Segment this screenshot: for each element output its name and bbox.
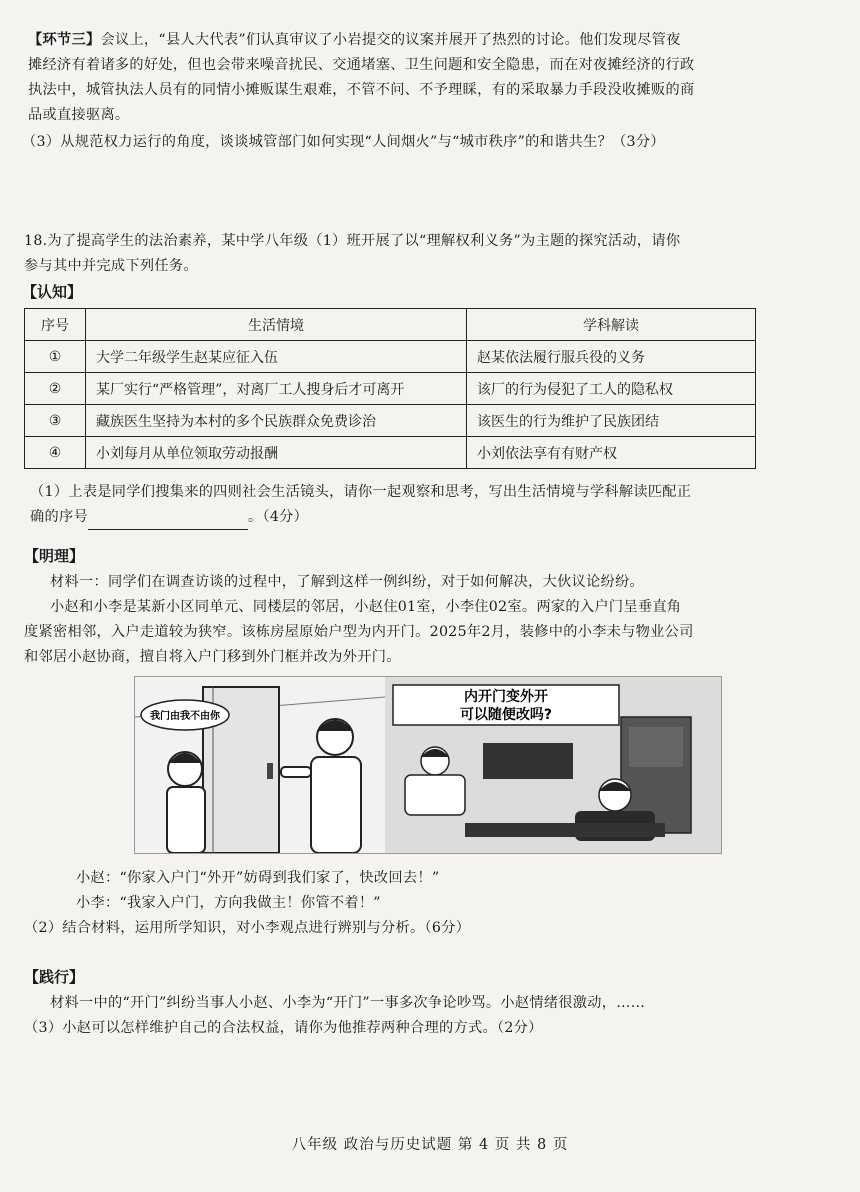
matching-table [24, 308, 756, 469]
practice-question: （3）小赵可以怎样维护自己的合法权益，请你为他推荐两种合理的方式。（2分） [24, 1020, 543, 1036]
section3-text: 会议上，“县人大代表”们认真审议了小岩提交的议案并展开了热烈的讨论。他们发现尽管夜 [100, 32, 681, 48]
table-row [25, 341, 756, 373]
section3-label: 【环节三】 [28, 32, 101, 48]
table-header-row [25, 309, 756, 341]
practice-heading: 【践行】 [24, 968, 85, 986]
answer-blank[interactable] [88, 513, 248, 530]
material1-intro: 材料一：同学们在调查访谈的过程中，了解到这样一例纠纷，对于如何解决，大伙议论纷纷。 [50, 574, 644, 590]
q1-line2 [30, 505, 308, 530]
material1-line3: 和邻居小赵协商，擅自将入户门移到外门框并改为外开门。 [24, 649, 401, 665]
table-row [25, 373, 756, 405]
table-row [25, 437, 756, 469]
q18-intro-line2: 参与其中并完成下列任务。 [24, 258, 198, 274]
cognition-heading: 【认知】 [22, 283, 83, 301]
reasoning-heading: 【明理】 [24, 547, 85, 565]
row-number: ① [25, 341, 86, 373]
q2-question: （2）结合材料，运用所学知识，对小李观点进行辨别与分析。（6分） [24, 920, 471, 936]
q18-intro-line1: 18.为了提高学生的法治素养，某中学八年级（1）班开展了以“理解权利义务”为主题的探究活动，请你 [24, 233, 681, 249]
life-situation: 小刘每月从单位领取劳动报酬 [86, 437, 467, 469]
subject-interpretation: 该医生的行为维护了民族团结 [467, 405, 756, 437]
section3-question: （3）从规范权力运行的角度，谈谈城管部门如何实现“人间烟火”与“城市秩序”的和谐共生？（3分） [22, 134, 665, 150]
section3-line1 [28, 28, 828, 53]
q1-line2-start: 确的序号 [30, 509, 88, 525]
section3-line4: 品或直接驱离。 [28, 107, 130, 123]
row-number: ③ [25, 405, 86, 437]
practice-material: 材料一中的“开门”纠纷当事人小赵、小李为“开门”一事多次争论吵骂。小赵情绪很激动，…… [50, 995, 646, 1011]
material1-line1: 小赵和小李是某新小区同单元、同楼层的邻居，小赵住01室，小李住02室。两家的入户门呈垂直角 [50, 599, 682, 615]
comic-bubble-text: 我门由我不由你 [150, 711, 220, 722]
comic-illustration [135, 677, 721, 853]
q1-line1: （1）上表是同学们搜集来的四则社会生活镜头，请你一起观察和思考，写出生活情境与学科解读匹配正 [30, 484, 692, 500]
row-number: ④ [25, 437, 86, 469]
subject-interpretation: 小刘依法享有有财产权 [467, 437, 756, 469]
table-header: 学科解读 [467, 309, 756, 341]
life-situation: 大学二年级学生赵某应征入伍 [86, 341, 467, 373]
section3-line3: 执法中，城管执法人员有的同情小摊贩谋生艰难，不管不问、不予理睬，有的采取暴力手段没收摊贩的商 [28, 82, 695, 98]
door-dispute-comic [134, 676, 722, 854]
table-row [25, 405, 756, 437]
subject-interpretation: 赵某依法履行服兵役的义务 [467, 341, 756, 373]
row-number: ② [25, 373, 86, 405]
table-header: 生活情境 [86, 309, 467, 341]
subject-interpretation: 该厂的行为侵犯了工人的隐私权 [467, 373, 756, 405]
dialog-xiaozhao: 小赵：“你家入户门“外开”妨碍到我们家了，快改回去！” [76, 870, 440, 886]
comic-title-line2: 可以随便改吗? [459, 707, 553, 723]
table-header: 序号 [25, 309, 86, 341]
dialog-xiaoli: 小李：“我家入户门，方向我做主！你管不着！” [76, 895, 381, 911]
comic-title-line1: 内开门变外开 [464, 689, 548, 705]
material1-line2: 度紧密相邻，入户走道较为狭窄。该栋房屋原始户型为内开门。2025年2月，装修中的小李未与物业公司 [24, 624, 694, 640]
life-situation: 某厂实行“严格管理”，对离厂工人搜身后才可离开 [86, 373, 467, 405]
page-footer: 八年级 政治与历史试题 第 4 页 共 8 页 [291, 1137, 569, 1153]
life-situation: 藏族医生坚持为本村的多个民族群众免费诊治 [86, 405, 467, 437]
section3-line2: 摊经济有着诸多的好处，但也会带来噪音扰民、交通堵塞、卫生问题和安全隐患，而在对夜摊经济的行政 [28, 57, 695, 73]
q1-line2-end: 。（4分） [247, 509, 309, 525]
